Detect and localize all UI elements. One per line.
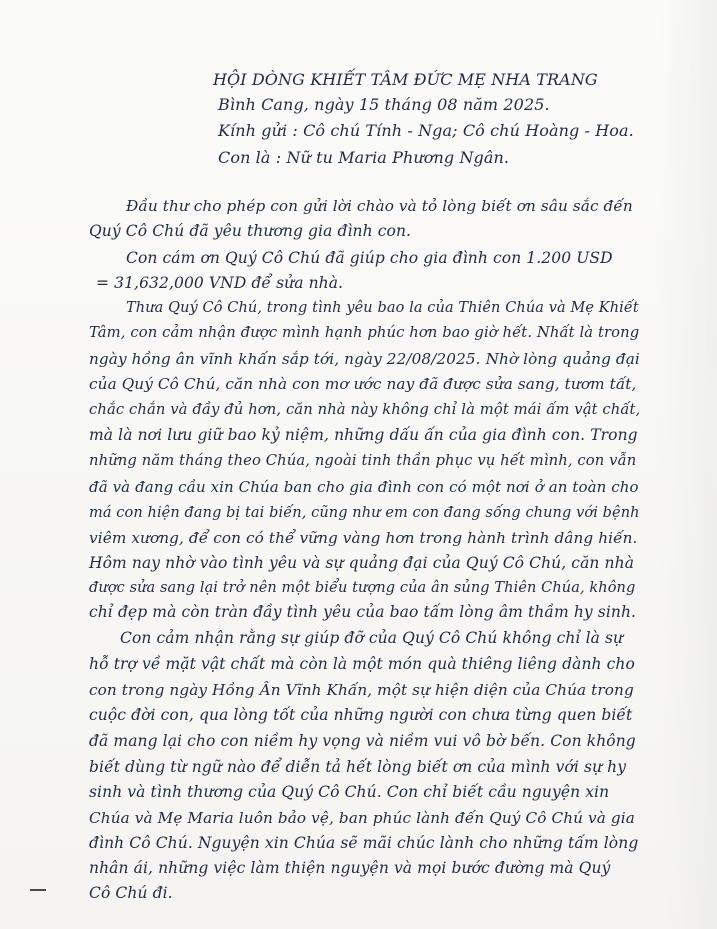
body-line: Con cám ơn Quý Cô Chú đã giúp cho gia đình con 1.200 USD (126, 249, 613, 267)
body-line: đã và đang cầu xin Chúa ban cho gia đình con có một nơi ở an toàn cho (89, 478, 639, 496)
body-line: sinh và tình thương của Quý Cô Chú. Con chỉ biết cầu nguyện xin (89, 783, 610, 801)
body-line: Chúa và Mẹ Maria luôn bảo vệ, ban phúc lành đến Quý Cô Chú và gia (89, 809, 635, 827)
body-line: = 31,632,000 VND để sửa nhà. (96, 274, 344, 292)
header-recipients: Kính gửi : Cô chú Tính - Nga; Cô chú Hoàng - Hoa. (218, 121, 634, 140)
body-line: ngày hồng ân vĩnh khấn sắp tới, ngày 22/08/2025. Nhờ lòng quảng đại (89, 350, 640, 368)
body-line: hỗ trợ về mặt vật chất mà còn là một món quà thiêng liêng dành cho (89, 655, 635, 673)
body-line: Hôm nay nhờ vào tình yêu và sự quảng đại của Quý Cô Chú, căn nhà (89, 554, 635, 572)
body-line: đã mang lại cho con niềm hy vọng và niềm vui vô bờ bến. Con không (89, 732, 636, 750)
body-line: Cô Chú đi. (89, 884, 173, 902)
header-congregation: HỘI DÒNG KHIẾT TÂM ĐỨC MẸ NHA TRANG (213, 70, 598, 89)
header-sender: Con là : Nữ tu Maria Phương Ngân. (218, 148, 510, 167)
body-line: được sửa sang lại trở nên một biểu tượng của ân sủng Thiên Chúa, không (89, 580, 636, 596)
header-place-date: Bình Cang, ngày 15 tháng 08 năm 2025. (218, 95, 550, 114)
body-line: những năm tháng theo Chúa, ngoài tinh thần phục vụ hết mình, con vẫn (89, 452, 637, 469)
body-line: Tâm, con cảm nhận được mình hạnh phúc hơn bao giờ hết. Nhất là trong (89, 324, 640, 341)
body-line: má con hiện đang bị tai biến, cũng như em con đang sống chung với bệnh (89, 505, 640, 521)
body-line: đình Cô Chú. Nguyện xin Chúa sẽ mãi chúc lành cho những tấm lòng (89, 834, 639, 852)
body-line: Thưa Quý Cô Chú, trong tình yêu bao la của Thiên Chúa và Mẹ Khiết (126, 300, 639, 316)
body-line: con trong ngày Hồng Ân Vĩnh Khấn, một sự hiện diện của Chúa trong (89, 681, 634, 699)
margin-mark (30, 889, 46, 891)
body-line: chắc chắn và đầy đủ hơn, căn nhà này không chỉ là một mái ấm vật chất, (89, 401, 641, 418)
body-line: chỉ đẹp mà còn tràn đầy tình yêu của bao tấm lòng âm thầm hy sinh. (89, 603, 637, 621)
body-line: mà là nơi lưu giữ bao kỷ niệm, những dấu ấn của gia đình con. Trong (89, 426, 638, 444)
body-line: Quý Cô Chú đã yêu thương gia đình con. (89, 222, 412, 240)
body-line: của Quý Cô Chú, căn nhà con mơ ước nay đã được sửa sang, tươm tất, (89, 375, 637, 393)
page-edge-shadow (660, 0, 717, 929)
body-line: viêm xương, để con có thể vững vàng hơn trong hành trình dâng hiến. (89, 529, 638, 547)
body-line: Đầu thư cho phép con gửi lời chào và tỏ lòng biết ơn sâu sắc đến (126, 197, 633, 215)
body-line: biết dùng từ ngữ nào để diễn tả hết lòng biết ơn của mình với sự hy (89, 758, 627, 776)
body-line: cuộc đời con, qua lòng tốt của những người con chưa từng quen biết (89, 706, 633, 724)
body-line: Con cảm nhận rằng sự giúp đỡ của Quý Cô Chú không chỉ là sự (120, 629, 624, 647)
body-line: nhân ái, những việc làm thiện nguyện và mọi bước đường mà Quý (89, 859, 611, 877)
